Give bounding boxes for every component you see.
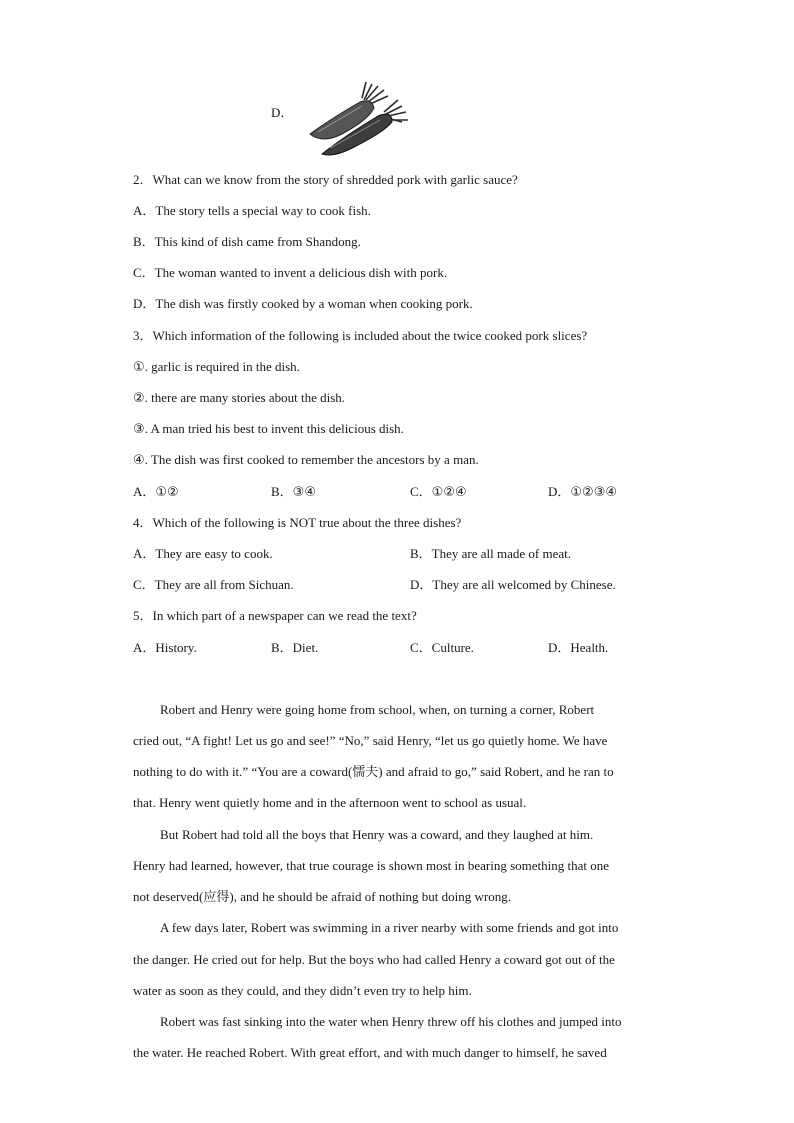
q3-statement-3: [133, 421, 404, 438]
q2-option-d: D．The dish was firstly cooked by a woman when cooking pork.: [133, 296, 473, 311]
passage-line: water as soon as they could, and they didn’t even try to help him.: [133, 983, 472, 998]
statement-text: . The dish was first cooked to remember the ancestors by a man.: [144, 452, 479, 467]
q3-statement-2: [133, 390, 345, 407]
q4-option-c: C．They are all from Sichuan.: [133, 577, 294, 592]
q2-option-c: C．The woman wanted to invent a delicious dish with pork.: [133, 265, 448, 280]
circled-number: ④: [133, 453, 145, 468]
q5-option-b: B．Diet.: [271, 640, 319, 655]
q2-option-a: A．The story tells a special way to cook fish.: [133, 203, 371, 218]
option-value: ①②④: [431, 485, 467, 500]
q3-option-d: [548, 484, 617, 501]
passage-line: nothing to do with it.” “You are a coward(懦夫) and afraid to go,” said Robert, and he ran to: [133, 764, 614, 779]
circled-number: ②: [133, 391, 145, 406]
q1-option-d-label: D．: [271, 105, 294, 120]
option-letter: A．: [133, 484, 156, 499]
option-letter: B．: [271, 484, 293, 499]
q2-option-b: B．This kind of dish came from Shandong.: [133, 234, 361, 249]
option-letter: D．: [548, 484, 571, 499]
passage-line: the water. He reached Robert. With great effort, and with much danger to himself, he saved: [133, 1045, 607, 1060]
q3-option-b: [271, 484, 316, 501]
option-value: ①②③④: [570, 485, 618, 500]
q5-option-d: D．Health.: [548, 640, 609, 655]
circled-number: ③: [133, 422, 145, 437]
passage-line: the danger. He cried out for help. But the boys who had called Henry a coward got out of the: [133, 952, 615, 967]
q5-stem: 5．In which part of a newspaper can we read the text?: [133, 608, 417, 623]
statement-text: . garlic is required in the dish.: [144, 359, 300, 374]
q3-statement-4: [133, 452, 479, 469]
passage-line: Robert was fast sinking into the water when Henry threw off his clothes and jumped into: [160, 1014, 622, 1029]
q2-stem: 2．What can we know from the story of shredded pork with garlic sauce?: [133, 172, 518, 187]
q4-option-b: B．They are all made of meat.: [410, 546, 571, 561]
q5-option-c: C．Culture.: [410, 640, 474, 655]
q3-stem: 3．Which information of the following is included about the twice cooked pork slices?: [133, 328, 588, 343]
statement-text: . A man tried his best to invent this delicious dish.: [144, 421, 404, 436]
passage-line: But Robert had told all the boys that Henry was a coward, and they laughed at him.: [160, 827, 594, 842]
q3-option-c: [410, 484, 467, 501]
q3-statement-1: [133, 359, 300, 376]
passage-line: not deserved(应得), and he should be afraid of nothing but doing wrong.: [133, 889, 512, 904]
statement-text: . there are many stories about the dish.: [144, 390, 346, 405]
q5-option-a: A．History.: [133, 640, 197, 655]
option-letter: C．: [410, 484, 432, 499]
option-value: ①②: [155, 485, 179, 500]
passage-line: that. Henry went quietly home and in the afternoon went to school as usual.: [133, 795, 527, 810]
q4-option-a: A．They are easy to cook.: [133, 546, 273, 561]
passage-line: cried out, “A fight! Let us go and see!” “No,” said Henry, “let us go quietly home. We have: [133, 733, 608, 748]
circled-number: ①: [133, 360, 145, 375]
q3-option-a: [133, 484, 179, 501]
passage-line: Henry had learned, however, that true courage is shown most in bearing something that one: [133, 858, 610, 873]
passage-line: A few days later, Robert was swimming in a river nearby with some friends and got into: [160, 920, 619, 935]
radish-vegetable-image: [302, 78, 412, 160]
q4-stem: 4．Which of the following is NOT true about the three dishes?: [133, 515, 462, 530]
option-value: ③④: [292, 485, 316, 500]
q4-option-d: D．They are all welcomed by Chinese.: [410, 577, 616, 592]
passage-line: Robert and Henry were going home from school, when, on turning a corner, Robert: [160, 702, 595, 717]
